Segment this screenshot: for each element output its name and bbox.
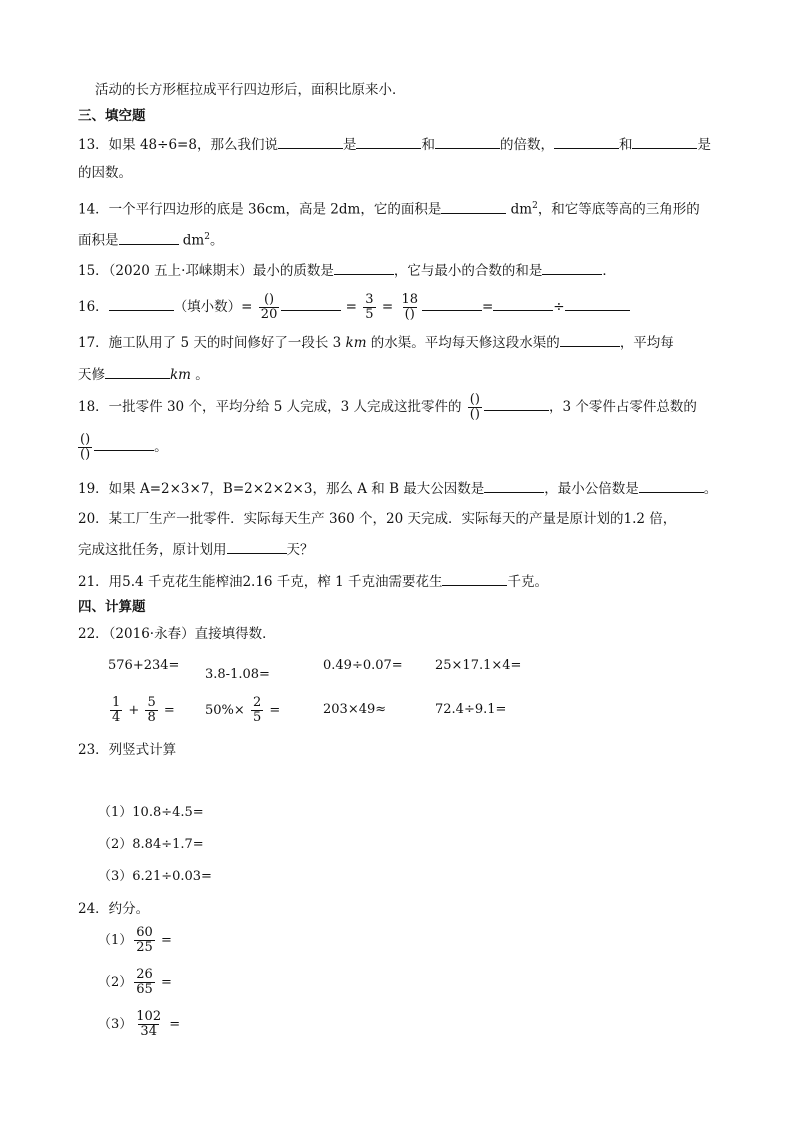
answer-blank[interactable] xyxy=(632,133,697,149)
question-19: 19．如果 A=2×3×7，B=2×2×2×3，那么 A 和 B 最大公因数是 ，最小公倍数是 。 xyxy=(78,477,717,499)
question-17-line2: 天修 km 。 xyxy=(78,363,209,385)
answer-blank[interactable] xyxy=(542,259,602,275)
answer-blank[interactable] xyxy=(109,295,174,311)
calc-item: 25×17.1×4= xyxy=(435,658,522,673)
answer-blank[interactable] xyxy=(442,570,507,586)
answer-blank[interactable] xyxy=(227,538,287,554)
question-23-title: 23．列竖式计算 xyxy=(78,742,177,758)
question-18-line1: 18．一批零件 30 个，平均分给 5 人完成，3 人完成这批零件的 $\frac{()}{()}$ ，3 个零件占零件总数的 xyxy=(78,392,697,422)
reduce-fraction-item: （1） $\frac{60}{25}$ = xyxy=(98,925,172,955)
fraction-blank: $\frac{()}{()}$ xyxy=(469,392,480,422)
calc-item: 203×49≈ xyxy=(323,702,387,717)
question-15: 15．（2020 五上·邛崃期末）最小的质数是 ，它与最小的合数的和是 ． xyxy=(78,259,616,281)
question-14-line2: 面积是 $dm^2$。 xyxy=(78,227,223,251)
answer-blank[interactable] xyxy=(560,331,620,347)
answer-blank[interactable] xyxy=(278,133,343,149)
answer-blank[interactable] xyxy=(435,133,500,149)
answer-blank[interactable] xyxy=(639,477,704,493)
answer-blank[interactable] xyxy=(281,295,341,311)
intro-line: 活动的长方形框拉成平行四边形后，面积比原来小． xyxy=(95,82,406,98)
answer-blank[interactable] xyxy=(493,295,553,311)
calc-item-fraction-sum: $\frac{1}{4}$ + $\frac{5}{8}$ = xyxy=(112,695,175,725)
question-17-line1: 17．施工队用了 5 天的时间修好了一段长 3 km 的水渠。平均每天修这段水渠的 ，平均每 xyxy=(78,331,674,353)
question-20-line1: 20．某工厂生产一批零件．实际每天生产 360 个，20 天完成．实际每天的产量是原计划的1.2 倍， xyxy=(78,511,677,527)
answer-blank[interactable] xyxy=(356,133,421,149)
vertical-calc-item: （1）10.8÷4.5= xyxy=(98,805,204,820)
section-4-title: 四、计算题 xyxy=(78,599,146,615)
fraction-blank: $\frac{()}{()}$ xyxy=(80,432,91,462)
answer-blank[interactable] xyxy=(94,435,154,451)
question-14-line1: 14．一个平行四边形的底是 36cm，高是 2dm，它的面积是 $dm^2$，和它等底等高的三角形的 xyxy=(78,196,700,220)
calc-item: 72.4÷9.1= xyxy=(435,702,507,717)
question-22-title: 22．（2016·永春）直接填得数． xyxy=(78,626,276,642)
fraction-3-5: $\frac{3}{5}$ xyxy=(365,292,374,322)
calc-item: 0.49÷0.07= xyxy=(323,658,403,673)
calc-item-percent-times: 50%× $\frac{2}{5}$ = xyxy=(205,695,281,725)
answer-blank[interactable] xyxy=(334,259,394,275)
answer-blank[interactable] xyxy=(105,363,170,379)
vertical-calc-item: （2）8.84÷1.7= xyxy=(98,837,204,852)
section-3-title: 三、填空题 xyxy=(78,108,146,124)
calc-item: 3.8-1.08= xyxy=(205,667,270,682)
question-13-line2: 的因数。 xyxy=(78,165,132,181)
fraction-18-over-blank: $\frac{18}{()}$ xyxy=(401,292,418,322)
question-20-line2: 完成这批任务，原计划用 天？ xyxy=(78,538,314,560)
answer-blank[interactable] xyxy=(441,198,506,214)
answer-blank[interactable] xyxy=(565,295,630,311)
answer-blank[interactable] xyxy=(554,133,619,149)
vertical-calc-item: （3）6.21÷0.03= xyxy=(98,869,212,884)
answer-blank[interactable] xyxy=(484,477,544,493)
answer-blank[interactable] xyxy=(119,229,179,245)
reduce-fraction-item: （2） $\frac{26}{65}$ = xyxy=(98,967,172,997)
question-24-title: 24．约分。 xyxy=(78,901,150,917)
reduce-fraction-item: （3） $\frac{102}{34}$ = xyxy=(98,1009,181,1039)
question-18-line2: $\frac{()}{()}$ 。 xyxy=(80,432,168,462)
question-21: 21．用5.4 千克花生能榨油2.16 千克，榨 1 千克油需要花生 千克。 xyxy=(78,570,548,592)
question-16: 16． （填小数）= $\frac{()}{20}$ = $\frac{3}{5}$ = $\frac{18}{()}$ = ÷ xyxy=(78,290,630,324)
answer-blank[interactable] xyxy=(484,395,549,411)
answer-blank[interactable] xyxy=(422,295,482,311)
calc-item: 576+234= xyxy=(108,658,180,673)
fraction-blank-over-20: $\frac{()}{20}$ xyxy=(260,292,278,322)
question-13-line1: 13．如果 48÷6=8，那么我们说 是 和 的倍数， 和 是 xyxy=(78,133,711,155)
